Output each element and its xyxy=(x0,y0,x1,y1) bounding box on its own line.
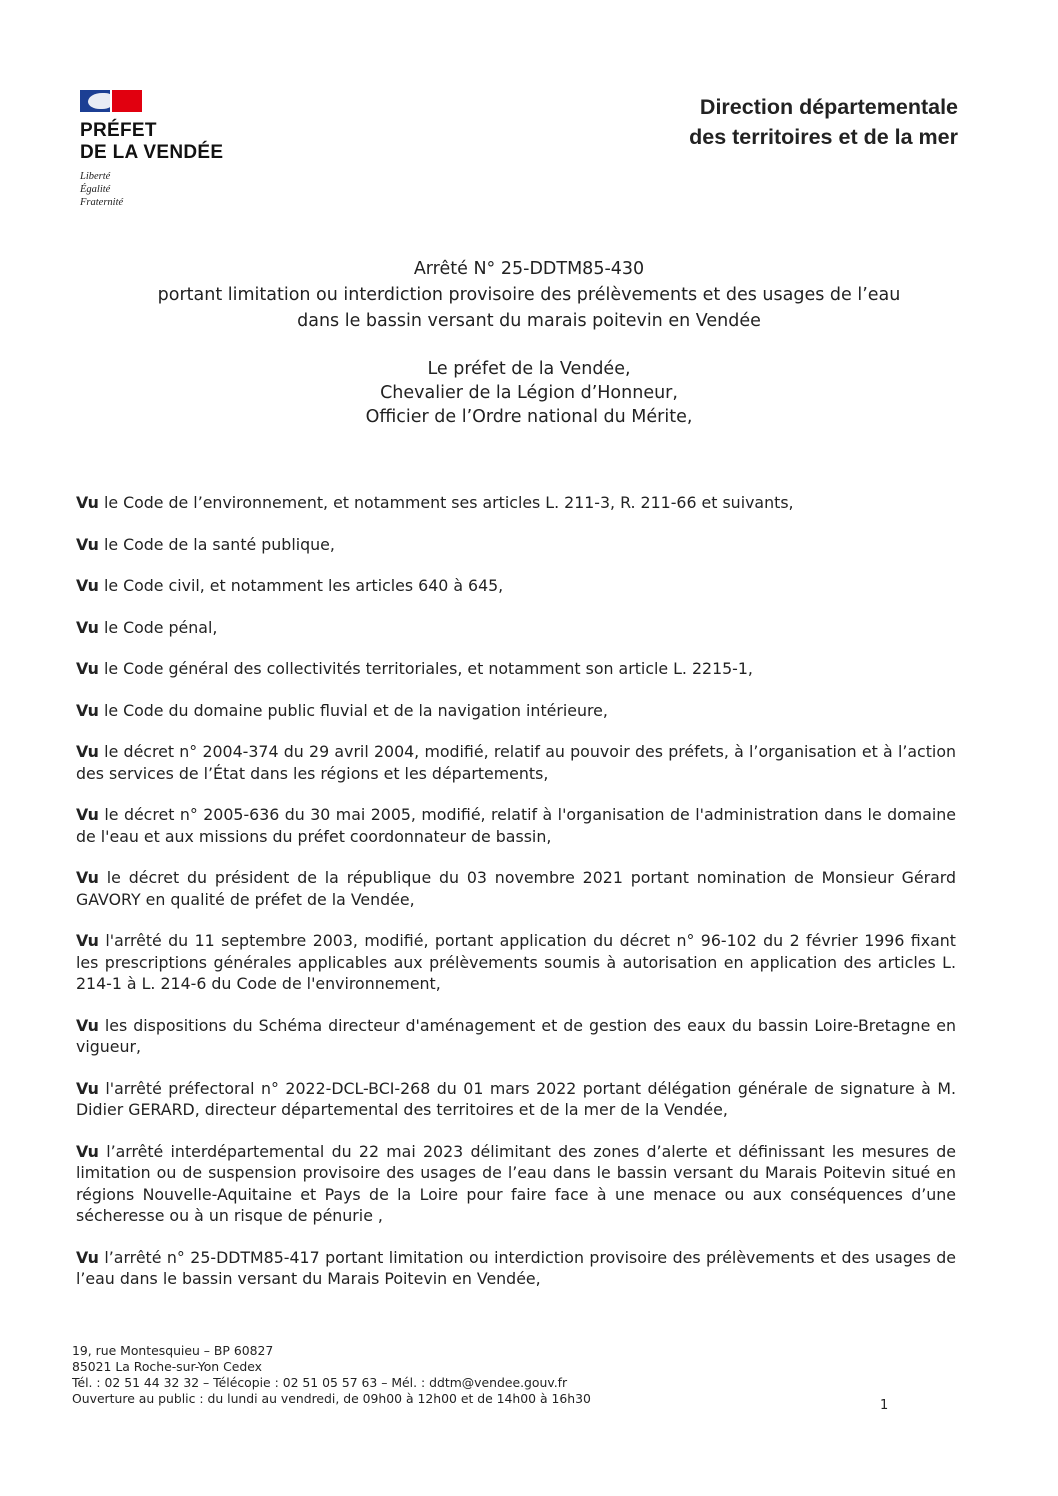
vu-text: le Code général des collectivités territoriales, et notamment son article L. 2215-1, xyxy=(98,659,753,678)
page-number: 1 xyxy=(880,1398,889,1413)
prefect-line-1: Le préfet de la Vendée, xyxy=(427,359,631,379)
vu-keyword: Vu xyxy=(76,576,99,595)
vu-keyword: Vu xyxy=(76,534,99,554)
vu-text: le Code du domaine public fluvial et de la navigation intérieure, xyxy=(98,700,608,720)
prefecture-logo xyxy=(80,90,223,209)
vu-keyword: Vu xyxy=(76,868,99,887)
vu-text: le décret n° 2004-374 du 29 avril 2004, modifié, relatif au pouvoir des préfets, à l’organisation et à l’action des services de l’État dans les régions et les départements, xyxy=(76,742,956,783)
vu-text: le Code civil, et notamment les articles 640 à 645, xyxy=(98,576,504,595)
vu-keyword: Vu xyxy=(76,1078,99,1098)
vu-keyword: Vu xyxy=(76,659,99,678)
prefect-line-3: Officier de l’Ordre national du Mérite, xyxy=(365,407,693,427)
vu-text: l’arrêté interdépartemental du 22 mai 2023 délimitant des zones d’alerte et définissant les mesures de limitation ou de suspension provisoire des usages de l’eau dans le bassin versant du Marais Poitevin situé en régions Nouvelle-Aquitaine et Pays de la Loire pour faire face à une menace ou aux conséquences d’une sécheresse ou à un risque de pénurie , xyxy=(76,1141,956,1225)
legal-references xyxy=(76,492,956,1310)
footer-hours: Ouverture au public : du lundi au vendredi, de 09h00 à 12h00 et de 14h00 à 16h30 xyxy=(72,1391,591,1406)
vu-paragraph xyxy=(76,1141,956,1227)
vu-text: le Code pénal, xyxy=(98,617,218,637)
decree-title xyxy=(60,256,998,334)
footer-street: 19, rue Montesquieu – BP 60827 xyxy=(72,1343,274,1358)
vu-keyword: Vu xyxy=(76,1015,99,1035)
decree-subject-line-1: portant limitation ou interdiction provisoire des prélèvements et des usages de l’eau xyxy=(157,285,901,305)
vu-paragraph xyxy=(76,741,956,784)
vu-keyword: Vu xyxy=(76,1247,99,1267)
vu-text: le décret du président de la république du 03 novembre 2021 portant nomination de Monsieur Gérard GAVORY en qualité de préfet de la Vendée, xyxy=(76,868,956,909)
republic-motto xyxy=(80,170,223,209)
vu-paragraph xyxy=(76,617,956,639)
vu-keyword: Vu xyxy=(76,617,99,637)
vu-paragraph xyxy=(76,1078,956,1121)
vu-text: le Code de la santé publique, xyxy=(98,534,335,554)
vu-text: le décret n° 2005-636 du 30 mai 2005, modifié, relatif à l'organisation de l'administration dans le domaine de l'eau et aux missions du préfet coordonnateur de bassin, xyxy=(76,805,956,846)
vu-text: l’arrêté n° 25-DDTM85-417 portant limitation ou interdiction provisoire des prélèvements et des usages de l’eau dans le bassin versant du Marais Poitevin en Vendée, xyxy=(76,1247,956,1288)
vu-keyword: Vu xyxy=(76,742,99,761)
prefect-line-2: Chevalier de la Légion d’Honneur, xyxy=(380,383,678,403)
motto-liberte: Liberté xyxy=(80,171,111,182)
vu-paragraph xyxy=(76,930,956,995)
vu-keyword: Vu xyxy=(76,1141,99,1161)
direction-name xyxy=(689,92,958,152)
institution-line-1: PRÉFET xyxy=(80,120,157,141)
footer-city: 85021 La Roche-sur-Yon Cedex xyxy=(72,1359,262,1374)
decree-subject-line-2: dans le bassin versant du marais poitevin en Vendée xyxy=(297,311,761,331)
vu-paragraph xyxy=(76,1247,956,1290)
motto-fraternite: Fraternité xyxy=(80,197,124,208)
vu-paragraph xyxy=(76,700,956,722)
vu-text: le Code de l’environnement, et notamment ses articles L. 211-3, R. 211-66 et suivants, xyxy=(98,493,794,512)
vu-text: l'arrêté préfectoral n° 2022-DCL-BCI-268 du 01 mars 2022 portant délégation générale de signature à M. Didier GERARD, directeur départemental des territoires et de la mer de la Vendée, xyxy=(76,1078,956,1119)
prefect-titles xyxy=(60,357,998,429)
vu-keyword: Vu xyxy=(76,700,99,720)
institution-line-2: DE LA VENDÉE xyxy=(80,142,224,163)
marianne-flag-icon xyxy=(80,90,142,112)
institution-name xyxy=(80,120,223,164)
vu-paragraph xyxy=(76,1015,956,1058)
vu-paragraph xyxy=(76,658,956,680)
vu-paragraph xyxy=(76,534,956,556)
vu-paragraph xyxy=(76,492,956,514)
vu-paragraph xyxy=(76,867,956,910)
vu-text: l'arrêté du 11 septembre 2003, modifié, portant application du décret n° 96-102 du 2 février 1996 fixant les prescriptions générales applicables aux prélèvements soumis à autorisation en application des articles L. 214-1 à L. 214-6 du Code de l'environnement, xyxy=(76,931,956,993)
decree-number: Arrêté N° 25-DDTM85-430 xyxy=(413,259,645,279)
vu-text: les dispositions du Schéma directeur d'aménagement et de gestion des eaux du bassin Loire-Bretagne en vigueur, xyxy=(76,1015,956,1056)
vu-paragraph xyxy=(76,804,956,847)
motto-egalite: Égalité xyxy=(80,184,111,195)
vu-paragraph xyxy=(76,575,956,597)
direction-line-2: des territoires et de la mer xyxy=(689,125,958,149)
footer-contact: Tél. : 02 51 44 32 32 – Télécopie : 02 51 05 57 63 – Mél. : ddtm@vendee.gouv.fr xyxy=(72,1375,568,1390)
vu-keyword: Vu xyxy=(76,493,99,512)
vu-keyword: Vu xyxy=(76,805,99,824)
footer-address xyxy=(72,1343,591,1407)
direction-line-1: Direction départementale xyxy=(699,95,958,119)
vu-keyword: Vu xyxy=(76,931,99,950)
